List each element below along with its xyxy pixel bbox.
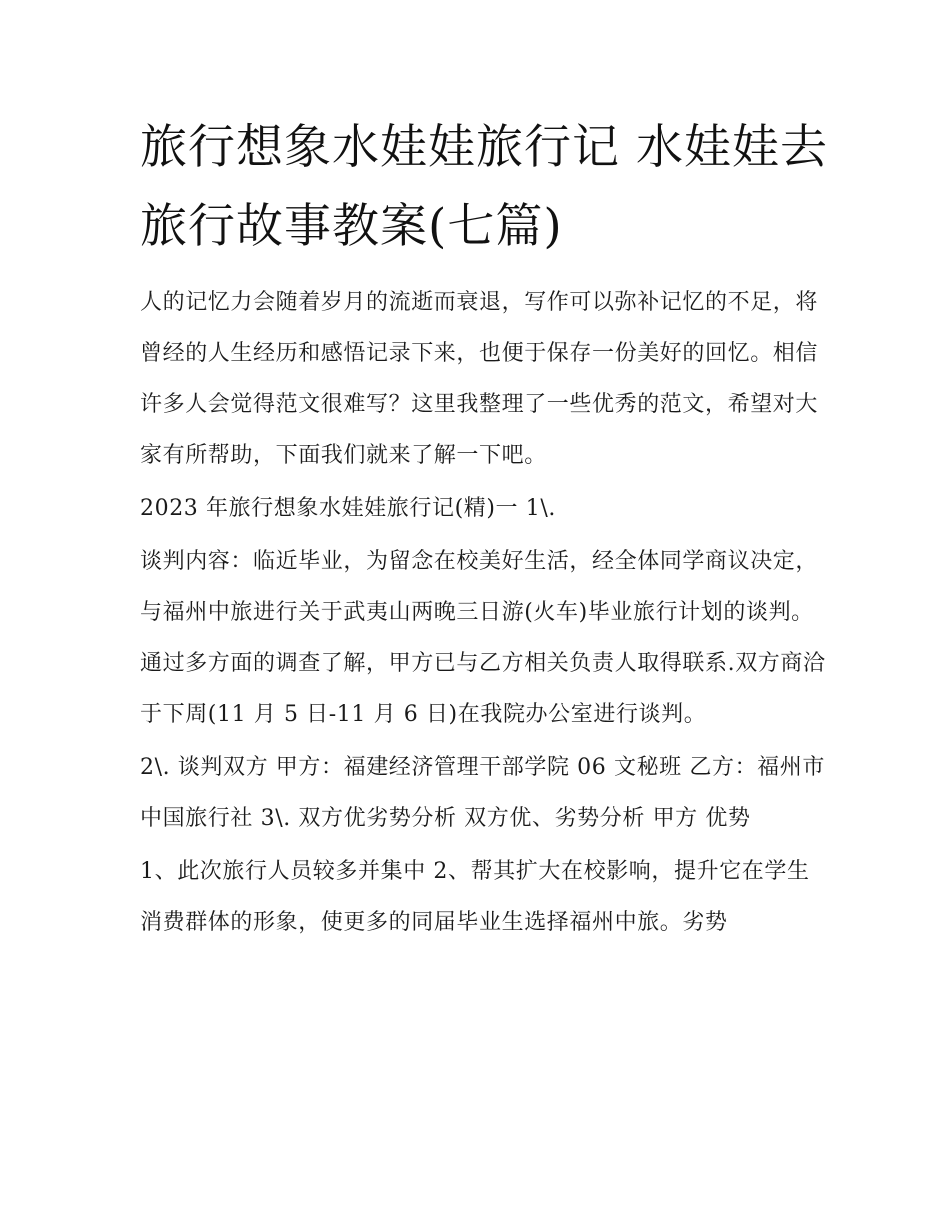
intro-paragraph: 人的记忆力会随着岁月的流逝而衰退，写作可以弥补记忆的不足，将曾经的人生经历和感悟记录下来，也便于保存一份美好的回忆。相信许多人会觉得范文很难写？这里我整理了一些优秀的范文，希望对大家有所帮助，下面我们就来了解一下吧。 (140, 290, 819, 468)
section-heading: 2023 年旅行想象水娃娃旅行记(精)一 1\. (140, 496, 556, 521)
document-title: 旅行想象水娃娃旅行记 水娃娃去旅行故事教案(七篇) (140, 120, 828, 254)
negotiation-parties-paragraph: 2\. 谈判双方 甲方：福建经济管理干部学院 06 文秘班 乙方：福州市中国旅行社 3\. 双方优劣势分析 双方优、劣势分析 甲方 优势 (140, 755, 825, 831)
negotiation-content-paragraph: 谈判内容：临近毕业，为留念在校美好生活，经全体同学商议决定，与福州中旅进行关于武夷山两晚三日游(火车)毕业旅行计划的谈判。通过多方面的调查了解，甲方已与乙方相关负责人取得联系.双方商洽于下周(11 月 5 日-11 月 6 日)在我院办公室进行谈判。 (140, 549, 826, 727)
document-body (140, 277, 830, 950)
advantages-paragraph: 1、此次旅行人员较多并集中 2、帮其扩大在校影响，提升它在学生消费群体的形象，使更多的同届毕业生选择福州中旅。劣势 (140, 859, 810, 935)
